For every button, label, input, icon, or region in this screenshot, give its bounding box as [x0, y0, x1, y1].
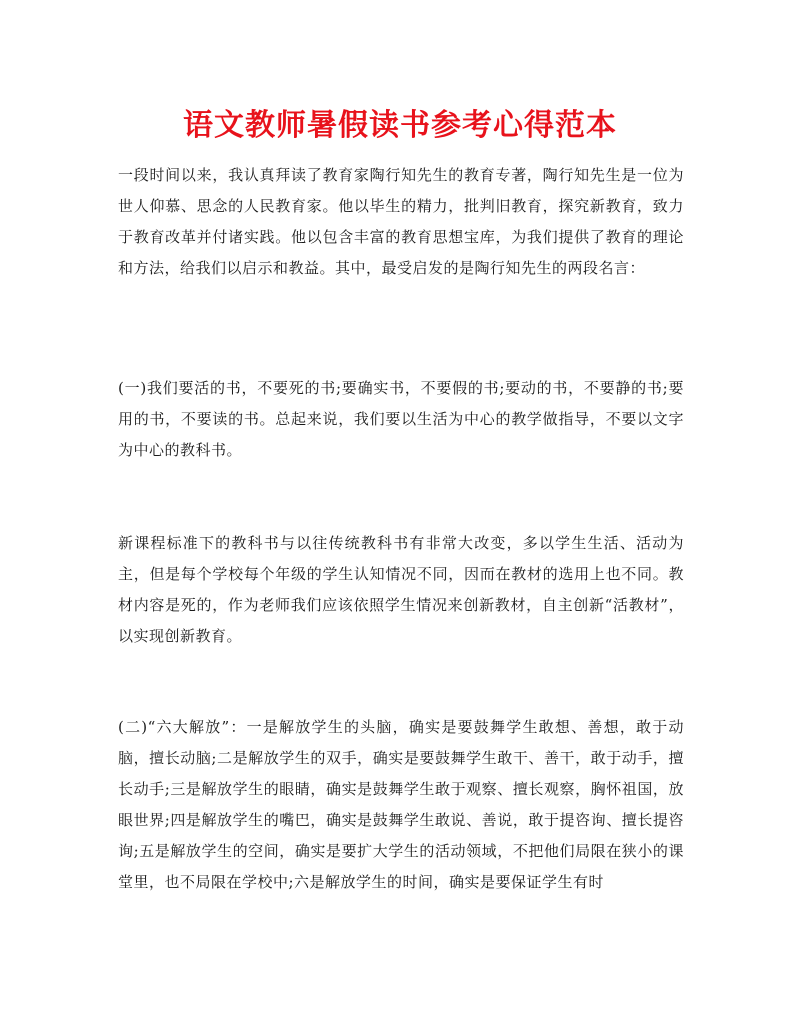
document-title: 语文教师暑假读书参考心得范本: [183, 108, 617, 143]
paragraph-intro: 一段时间以来，我认真拜读了教育家陶行知先生的教育专著，陶行知先生是一位为世人仰慕、思念的人民教育家。他以毕生的精力，批判旧教育，探究新教育，致力于教育改革并付诸实践。他以包含丰富的教育思想宝库，为我们提供了教育的理论和方法，给我们以启示和教益。其中，最受启发的是陶行知先生的两段名言：: [118, 166, 684, 277]
paragraph-new-curriculum: 新课程标准下的教科书与以往传统教科书有非常大改变，多以学生生活、活动为主，但是每个学校每个年级的学生认知情况不同，因而在教材的选用上也不同。教材内容是死的，作为老师我们应该依照学生情况来创新教材，自主创新“活教材”，以实现创新教育。: [118, 534, 684, 645]
paragraph-six-liberations: (二)“六大解放”：一是解放学生的头脑，确实是要鼓舞学生敢想、善想，敢于动脑，擅长动脑;二是解放学生的双手，确实是要鼓舞学生敢干、善干，敢于动手，擅长动手;三是解放学生的眼睛，确实是鼓舞学生敢于观察、擅长观察，胸怀祖国，放眼世界;四是解放学生的嘴巴，确实是鼓舞学生敢说、善说，敢于提咨询、擅长提咨询;五是解放学生的空间，确实是要扩大学生的活动领域，不把他们局限在狭小的课堂里，也不局限在学校中;六是解放学生的时间，确实是要保证学生有时: [118, 718, 684, 891]
paragraph-quote-one: (一)我们要活的书，不要死的书;要确实书，不要假的书;要动的书，不要静的书;要用的书，不要读的书。总起来说，我们要以生活为中心的教学做指导，不要以文字为中心的教科书。: [118, 379, 684, 459]
